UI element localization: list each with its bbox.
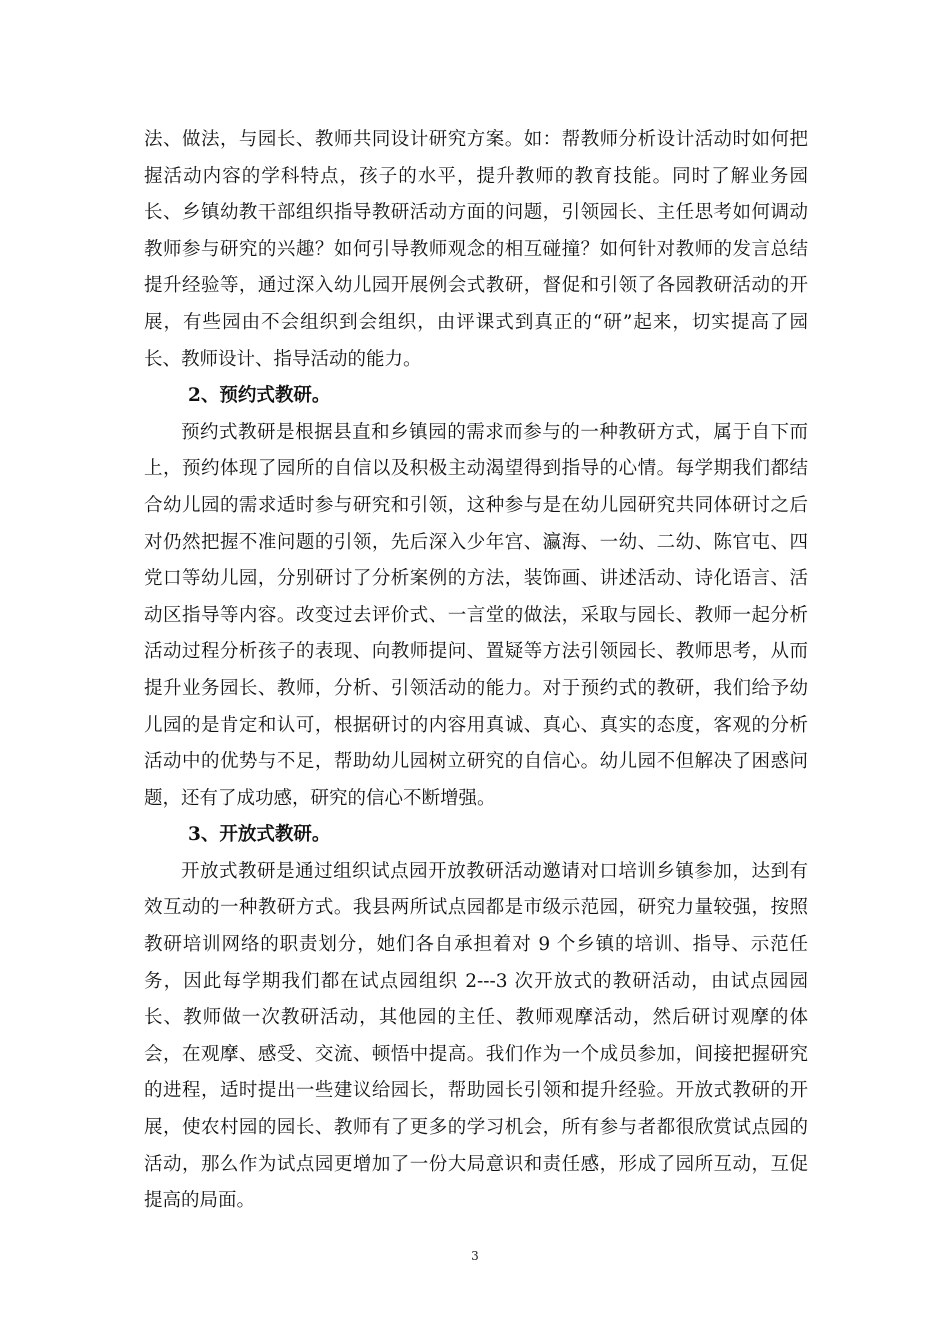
page-number: 3 <box>471 1249 479 1263</box>
paragraph-open-research: 开放式教研是通过组织试点园开放教研活动邀请对口培训乡镇参加，达到有效互动的一种教研方式。我县两所试点园都是市级示范园，研究力量较强，按照教研培训网络的职责划分，她们各自承担着对 9 个乡镇的培训、指导、示范任务，因此每学期我们都在试点园组织 2---3 次开放式的教研活动，由试点园园长、教师做一次教研活动，其他园的主任、教师观摩活动，然后研讨观摩的体会，在观摩、感受、交流、顿悟中提高。我们作为一个成员参加，间接把握研究的进程，适时提出一些建议给园长，帮助园长引领和提升经验。开放式教研的开展，使农村园的园长、教师有了更多的学习机会，所有参与者都很欣赏试点园的活动，那么作为试点园更增加了一份大局意识和责任感，形成了园所互动，互促提高的局面。 <box>144 860 808 1212</box>
section-heading-open-research: 3、开放式教研。 <box>188 824 331 846</box>
paragraph-appointment-research: 预约式教研是根据县直和乡镇园的需求而参与的一种教研方式，属于自下而上，预约体现了园所的自信以及积极主动渴望得到指导的心情。每学期我们都结合幼儿园的需求适时参与研究和引领，这种参与是在幼儿园研究共同体研讨之后对仍然把握不准问题的引领，先后深入少年宫、瀛海、一幼、二幼、陈官屯、四党口等幼儿园，分别研讨了分析案例的方法，装饰画、讲述活动、诗化语言、活动区指导等内容。改变过去评价式、一言堂的做法，采取与园长、教师一起分析活动过程分析孩子的表现、向教师提问、置疑等方法引领园长、教师思考，从而提升业务园长、教师，分析、引领活动的能力。对于预约式的教研，我们给予幼儿园的是肯定和认可，根据研讨的内容用真诚、真心、真实的态度，客观的分析活动中的优势与不足，帮助幼儿园树立研究的自信心。幼儿园不但解决了困惑问题，还有了成功感，研究的信心不断增强。 <box>144 421 808 809</box>
document-body <box>144 122 808 1220</box>
section-heading-appointment-research: 2、预约式教研。 <box>188 385 331 407</box>
paragraph-continuation: 法、做法，与园长、教师共同设计研究方案。如：帮教师分析设计活动时如何把握活动内容的学科特点，孩子的水平，提升教师的教育技能。同时了解业务园长、乡镇幼教干部组织指导教研活动方面的问题，引领园长、主任思考如何调动教师参与研究的兴趣？如何引导教师观念的相互碰撞？如何针对教师的发言总结提升经验等，通过深入幼儿园开展例会式教研，督促和引领了各园教研活动的开展，有些园由不会组织到会组织，由评课式到真正的“研”起来，切实提高了园长、教师设计、指导活动的能力。 <box>144 129 808 370</box>
